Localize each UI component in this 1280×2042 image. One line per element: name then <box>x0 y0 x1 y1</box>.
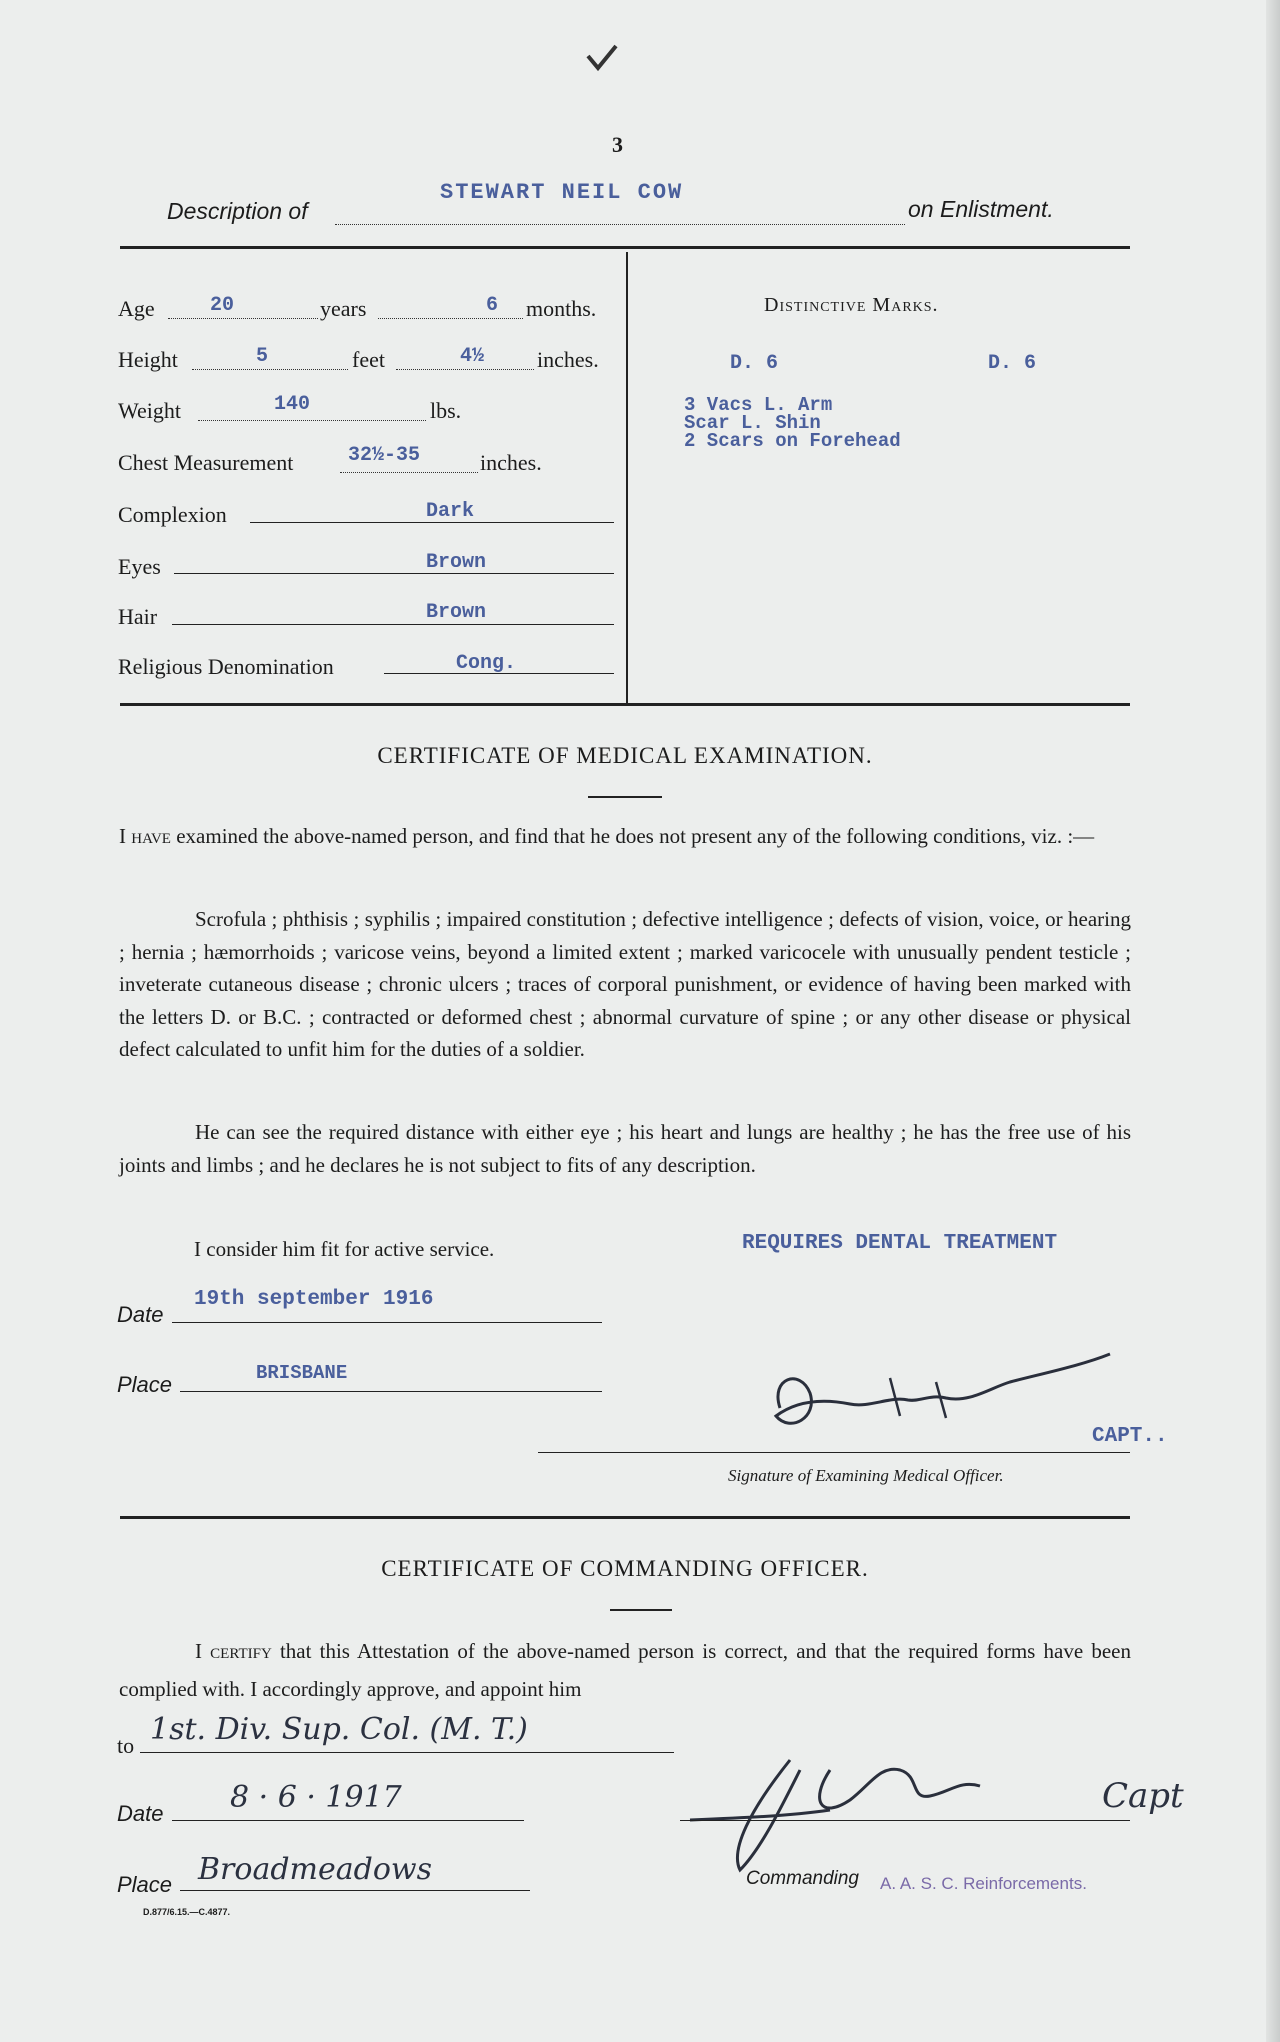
chest-value: 32½-35 <box>348 444 421 467</box>
medical-para1-lead: I have <box>119 824 171 848</box>
section-rule-1 <box>120 703 1130 706</box>
medical-certificate-heading: CERTIFICATE OF MEDICAL EXAMINATION. <box>377 743 873 768</box>
commanding-signature-line <box>680 1820 1130 1821</box>
commanding-paragraph <box>119 1632 1131 1708</box>
commanding-officer-signature-icon <box>680 1730 1020 1880</box>
commanding-unit: A. A. S. C. Reinforcements. <box>880 1874 1087 1893</box>
age-years-value: 20 <box>210 294 235 317</box>
medical-paragraph-3: He can see the required distance with either eye ; his heart and lungs are healthy ; he has the free use of his joints and limbs ; and he declares he is not subject to fits of any description. <box>119 1120 1131 1177</box>
commanding-date-label: Date <box>117 1801 164 1826</box>
distinctive-marks-heading: Distinctive Marks. <box>764 294 939 316</box>
column-divider <box>626 252 628 704</box>
eyes-label: Eyes <box>118 554 161 579</box>
height-inches-value: 4½ <box>460 345 485 368</box>
complexion-label: Complexion <box>118 502 227 527</box>
commanding-certificate-heading: CERTIFICATE OF COMMANDING OFFICER. <box>381 1556 869 1581</box>
chest-inches-label: inches. <box>480 450 542 475</box>
medical-officer-signature-icon <box>740 1338 1120 1448</box>
complexion-value: Dark <box>426 500 475 523</box>
commanding-place-label: Place <box>117 1872 173 1897</box>
weight-label: Weight <box>118 398 181 423</box>
age-months-value: 6 <box>486 294 499 317</box>
medical-officer-rank: CAPT.. <box>1092 1425 1168 1448</box>
height-feet-value: 5 <box>256 345 269 368</box>
mark-line-1: 3 Vacs L. Arm <box>684 394 833 416</box>
section-rule-2 <box>120 1516 1130 1519</box>
header-rule <box>120 246 1130 249</box>
mark-line-3: 2 Scars on Forehead <box>684 430 901 452</box>
chest-label: Chest Measurement <box>118 450 294 475</box>
mark-d-right: D. 6 <box>988 352 1037 375</box>
fit-for-service-text: I consider him fit for active service. <box>194 1237 495 1261</box>
medical-signature-line <box>538 1452 1130 1453</box>
on-enlistment-label: on Enlistment. <box>908 196 1054 222</box>
mark-d-left: D. 6 <box>730 352 779 375</box>
months-label: months. <box>526 296 597 321</box>
paper-edge <box>1266 0 1280 2042</box>
medical-place-value: BRISBANE <box>256 1362 348 1384</box>
commanding-date-value: 8 · 6 · 1917 <box>230 1780 402 1815</box>
recruit-name: STEWART NEIL COW <box>440 180 684 205</box>
eyes-value: Brown <box>426 551 487 574</box>
mark-line-2: Scar L. Shin <box>684 412 821 434</box>
years-label: years <box>320 296 367 321</box>
tick-mark-icon <box>582 38 622 78</box>
medical-signature-caption: Signature of Examining Medical Officer. <box>728 1466 1004 1485</box>
commanding-heading-rule <box>610 1609 672 1611</box>
medical-para1-text: examined the above-named person, and find that he does not present any of the following conditions, viz. :— <box>176 824 1095 848</box>
hair-label: Hair <box>118 604 158 629</box>
medical-date-value: 19th september 1916 <box>194 1288 434 1311</box>
medical-place-label: Place <box>117 1372 173 1397</box>
description-of-label: Description of <box>167 198 308 224</box>
page-number: 3 <box>612 132 623 157</box>
medical-paragraph-2: Scrofula ; phthisis ; syphilis ; impaired constitution ; defective intelligence ; defects of vision, voice, or hearing ; hernia ; hæmorrhoids ; varicose veins, beyond a limited extent ; marked varicocele with unusually pendent testicle ; inveterate cutaneous disease ; chronic ulcers ; traces of corporal punishment, or evidence of having been marked with the letters D. or B.C. ; contracted or deformed chest ; abnormal curvature of spine ; or any other disease or physical defect calculated to unfit him for the duties of a soldier. <box>119 907 1131 1061</box>
age-label: Age <box>118 296 155 321</box>
dental-stamp: REQUIRES DENTAL TREATMENT <box>742 1232 1058 1255</box>
appoint-to-value: 1st. Div. Sup. Col. (M. T.) <box>150 1712 528 1747</box>
commanding-officer-rank: Capt <box>1102 1776 1184 1816</box>
religion-value: Cong. <box>456 652 517 675</box>
weight-value: 140 <box>274 393 311 416</box>
appoint-to-label: to <box>117 1733 135 1758</box>
hair-value: Brown <box>426 601 487 624</box>
commanding-label: Commanding <box>746 1868 859 1889</box>
medical-date-label: Date <box>117 1302 164 1327</box>
inches-label: inches. <box>537 347 599 372</box>
height-label: Height <box>118 347 178 372</box>
medical-paragraph-1 <box>119 820 1131 853</box>
feet-label: feet <box>352 347 385 372</box>
lbs-label: lbs. <box>430 398 462 423</box>
religion-label: Religious Denomination <box>118 654 334 679</box>
commanding-para-lead: I certify <box>195 1639 272 1663</box>
commanding-para-text: that this Attestation of the above-named person is correct, and that the required forms have been complied with. I accordingly approve, and appoint him <box>119 1639 1131 1701</box>
form-code: D.877/6.15.—C.4877. <box>143 1907 231 1917</box>
medical-heading-rule <box>588 796 662 798</box>
name-underline <box>335 224 905 225</box>
commanding-place-value: Broadmeadows <box>198 1852 432 1887</box>
